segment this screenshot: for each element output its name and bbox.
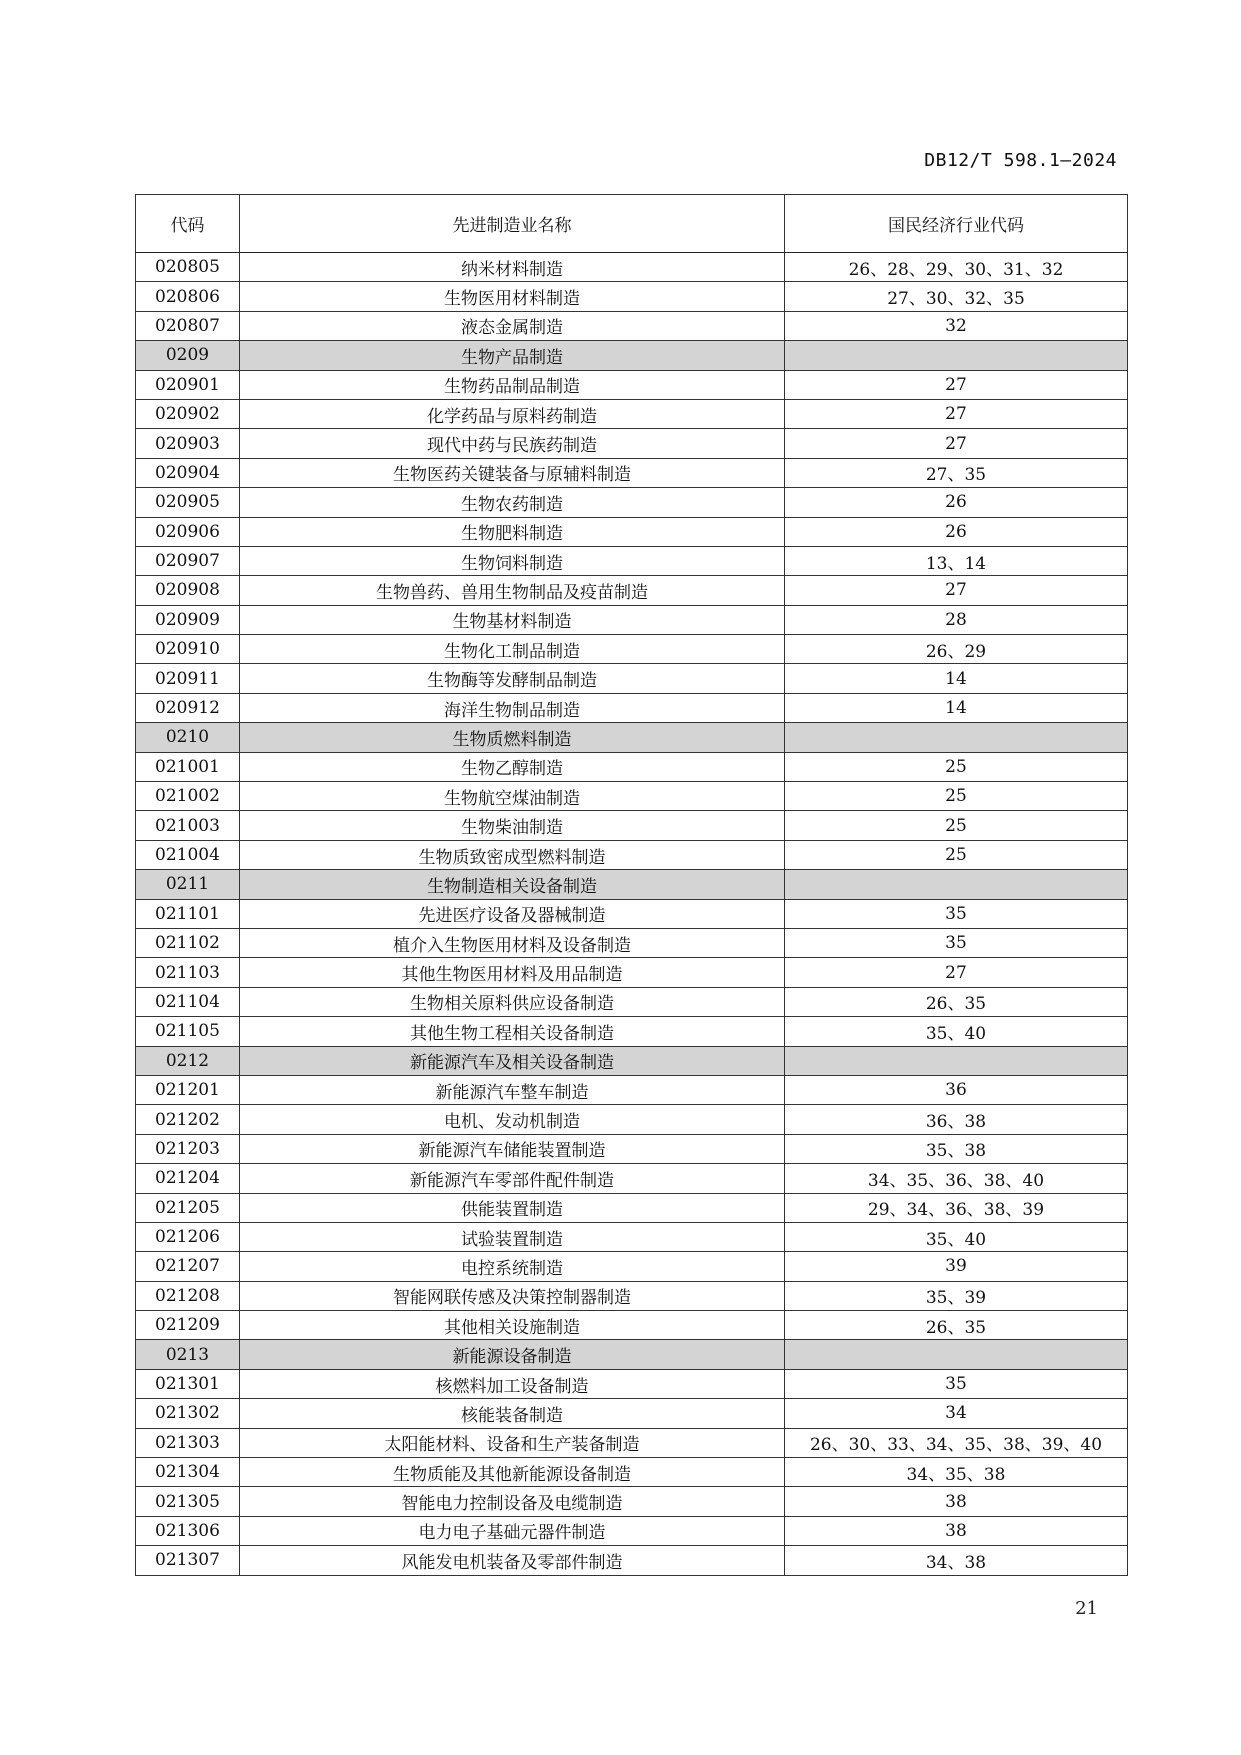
column-header-name: 先进制造业名称	[240, 195, 785, 253]
cell-name: 电机、发动机制造	[240, 1105, 785, 1134]
table-row	[136, 1516, 1128, 1545]
cell-industry-code	[785, 341, 1128, 370]
cell-industry-code: 34、38	[785, 1546, 1128, 1575]
cell-name: 智能电力控制设备及电缆制造	[240, 1487, 785, 1516]
category-group-row	[136, 870, 1128, 899]
cell-code: 021207	[136, 1252, 240, 1281]
cell-name: 生物药品制品制造	[240, 370, 785, 399]
table-row	[136, 840, 1128, 869]
cell-industry-code: 35	[785, 928, 1128, 957]
category-group-row	[136, 1046, 1128, 1075]
cell-name: 生物柴油制造	[240, 811, 785, 840]
column-header-industry-code: 国民经济行业代码	[785, 195, 1128, 253]
cell-industry-code	[785, 1340, 1128, 1369]
cell-name: 液态金属制造	[240, 311, 785, 340]
cell-industry-code: 26	[785, 488, 1128, 517]
cell-industry-code: 35、40	[785, 1017, 1128, 1046]
cell-industry-code: 35、39	[785, 1281, 1128, 1310]
cell-name: 化学药品与原料药制造	[240, 399, 785, 428]
cell-name: 核能装备制造	[240, 1399, 785, 1428]
cell-code: 021105	[136, 1017, 240, 1046]
cell-code: 021204	[136, 1164, 240, 1193]
cell-name: 电控系统制造	[240, 1252, 785, 1281]
cell-industry-code: 26、29	[785, 635, 1128, 664]
page-number: 21	[1075, 1598, 1098, 1619]
cell-code: 021003	[136, 811, 240, 840]
cell-name: 海洋生物制品制造	[240, 693, 785, 722]
cell-name: 先进医疗设备及器械制造	[240, 899, 785, 928]
table-row	[136, 782, 1128, 811]
table-row	[136, 1105, 1128, 1134]
cell-industry-code: 34、35、38	[785, 1458, 1128, 1487]
cell-name: 风能发电机装备及零部件制造	[240, 1546, 785, 1575]
cell-industry-code: 39	[785, 1252, 1128, 1281]
cell-code: 021301	[136, 1369, 240, 1398]
cell-code: 021209	[136, 1311, 240, 1340]
category-group-row	[136, 341, 1128, 370]
cell-code: 020807	[136, 311, 240, 340]
cell-name: 试验装置制造	[240, 1222, 785, 1251]
category-group-row	[136, 723, 1128, 752]
table-row	[136, 1164, 1128, 1193]
cell-code: 021203	[136, 1134, 240, 1163]
cell-name: 其他生物医用材料及用品制造	[240, 958, 785, 987]
cell-industry-code: 38	[785, 1516, 1128, 1545]
table-row	[136, 458, 1128, 487]
cell-code: 021304	[136, 1458, 240, 1487]
cell-code: 020910	[136, 635, 240, 664]
cell-industry-code: 28	[785, 605, 1128, 634]
cell-code: 020909	[136, 605, 240, 634]
cell-name: 新能源设备制造	[240, 1340, 785, 1369]
cell-name: 生物产品制造	[240, 341, 785, 370]
cell-name: 供能装置制造	[240, 1193, 785, 1222]
cell-industry-code: 13、14	[785, 546, 1128, 575]
cell-name: 生物航空煤油制造	[240, 782, 785, 811]
cell-code: 021102	[136, 928, 240, 957]
cell-code: 021201	[136, 1075, 240, 1104]
table-row	[136, 1134, 1128, 1163]
cell-industry-code: 26、30、33、34、35、38、39、40	[785, 1428, 1128, 1457]
cell-name: 生物化工制品制造	[240, 635, 785, 664]
cell-code: 021206	[136, 1222, 240, 1251]
cell-code: 021205	[136, 1193, 240, 1222]
cell-code: 020912	[136, 693, 240, 722]
cell-name: 生物肥料制造	[240, 517, 785, 546]
table-row	[136, 635, 1128, 664]
table-row	[136, 1193, 1128, 1222]
category-group-row	[136, 1340, 1128, 1369]
cell-name: 现代中药与民族药制造	[240, 429, 785, 458]
cell-code: 020906	[136, 517, 240, 546]
cell-industry-code: 25	[785, 752, 1128, 781]
cell-code: 0210	[136, 723, 240, 752]
table-row	[136, 1252, 1128, 1281]
cell-code: 020907	[136, 546, 240, 575]
table-row	[136, 1487, 1128, 1516]
table-row	[136, 987, 1128, 1016]
cell-code: 020902	[136, 399, 240, 428]
cell-code: 021302	[136, 1399, 240, 1428]
cell-industry-code: 26、28、29、30、31、32	[785, 253, 1128, 282]
cell-code: 021202	[136, 1105, 240, 1134]
table-row	[136, 488, 1128, 517]
cell-code: 020901	[136, 370, 240, 399]
table-row	[136, 253, 1128, 282]
industry-code-table	[135, 194, 1128, 1576]
cell-code: 0209	[136, 341, 240, 370]
table-row	[136, 1458, 1128, 1487]
cell-code: 021001	[136, 752, 240, 781]
cell-code: 0212	[136, 1046, 240, 1075]
cell-industry-code: 36	[785, 1075, 1128, 1104]
cell-name: 其他相关设施制造	[240, 1311, 785, 1340]
cell-industry-code: 32	[785, 311, 1128, 340]
table-row	[136, 1546, 1128, 1575]
cell-industry-code: 34	[785, 1399, 1128, 1428]
table-row	[136, 928, 1128, 957]
cell-code: 020806	[136, 282, 240, 311]
table-row	[136, 1399, 1128, 1428]
cell-industry-code: 34、35、36、38、40	[785, 1164, 1128, 1193]
table-row	[136, 1428, 1128, 1457]
cell-name: 生物兽药、兽用生物制品及疫苗制造	[240, 576, 785, 605]
cell-industry-code: 36、38	[785, 1105, 1128, 1134]
cell-code: 021306	[136, 1516, 240, 1545]
cell-name: 新能源汽车储能装置制造	[240, 1134, 785, 1163]
table-row	[136, 1311, 1128, 1340]
cell-name: 生物医药关键装备与原辅料制造	[240, 458, 785, 487]
table-row	[136, 429, 1128, 458]
cell-industry-code: 27、35	[785, 458, 1128, 487]
table-row	[136, 811, 1128, 840]
cell-code: 021208	[136, 1281, 240, 1310]
cell-name: 其他生物工程相关设备制造	[240, 1017, 785, 1046]
table-row	[136, 752, 1128, 781]
table-row	[136, 958, 1128, 987]
table-row	[136, 693, 1128, 722]
cell-name: 新能源汽车零部件配件制造	[240, 1164, 785, 1193]
cell-industry-code: 35、40	[785, 1222, 1128, 1251]
cell-industry-code: 38	[785, 1487, 1128, 1516]
cell-name: 生物质致密成型燃料制造	[240, 840, 785, 869]
cell-code: 0213	[136, 1340, 240, 1369]
table-row	[136, 1369, 1128, 1398]
cell-industry-code: 14	[785, 693, 1128, 722]
cell-code: 021002	[136, 782, 240, 811]
cell-industry-code: 29、34、36、38、39	[785, 1193, 1128, 1222]
cell-code: 020911	[136, 664, 240, 693]
cell-industry-code: 35、38	[785, 1134, 1128, 1163]
cell-industry-code: 26、35	[785, 1311, 1128, 1340]
table-body	[136, 253, 1128, 1576]
cell-name: 生物农药制造	[240, 488, 785, 517]
table-header-row	[136, 195, 1128, 253]
cell-industry-code	[785, 1046, 1128, 1075]
cell-name: 新能源汽车整车制造	[240, 1075, 785, 1104]
table-row	[136, 1222, 1128, 1251]
cell-name: 新能源汽车及相关设备制造	[240, 1046, 785, 1075]
table-row	[136, 664, 1128, 693]
table-row	[136, 399, 1128, 428]
cell-name: 生物酶等发酵制品制造	[240, 664, 785, 693]
cell-industry-code: 35	[785, 899, 1128, 928]
cell-name: 核燃料加工设备制造	[240, 1369, 785, 1398]
cell-name: 智能网联传感及决策控制器制造	[240, 1281, 785, 1310]
cell-industry-code: 25	[785, 811, 1128, 840]
table-row	[136, 605, 1128, 634]
cell-code: 021305	[136, 1487, 240, 1516]
cell-name: 生物质能及其他新能源设备制造	[240, 1458, 785, 1487]
cell-code: 020805	[136, 253, 240, 282]
cell-industry-code: 26、35	[785, 987, 1128, 1016]
cell-code: 021103	[136, 958, 240, 987]
table-row	[136, 1017, 1128, 1046]
cell-name: 生物质燃料制造	[240, 723, 785, 752]
document-standard-id: DB12/T 598.1—2024	[924, 150, 1117, 171]
cell-name: 生物制造相关设备制造	[240, 870, 785, 899]
cell-industry-code: 27	[785, 576, 1128, 605]
table-row	[136, 546, 1128, 575]
table-row	[136, 282, 1128, 311]
cell-code: 0211	[136, 870, 240, 899]
cell-name: 生物饲料制造	[240, 546, 785, 575]
cell-code: 020903	[136, 429, 240, 458]
cell-industry-code: 26	[785, 517, 1128, 546]
cell-name: 生物医用材料制造	[240, 282, 785, 311]
cell-industry-code: 27	[785, 958, 1128, 987]
table-row	[136, 311, 1128, 340]
cell-name: 生物基材料制造	[240, 605, 785, 634]
cell-industry-code	[785, 870, 1128, 899]
cell-name: 生物乙醇制造	[240, 752, 785, 781]
cell-code: 020905	[136, 488, 240, 517]
cell-industry-code: 27	[785, 370, 1128, 399]
cell-code: 021101	[136, 899, 240, 928]
cell-industry-code: 25	[785, 782, 1128, 811]
cell-industry-code: 27	[785, 399, 1128, 428]
cell-code: 021104	[136, 987, 240, 1016]
table-row	[136, 1281, 1128, 1310]
table-row	[136, 1075, 1128, 1104]
cell-industry-code: 27	[785, 429, 1128, 458]
cell-code: 021307	[136, 1546, 240, 1575]
table-row	[136, 899, 1128, 928]
cell-name: 太阳能材料、设备和生产装备制造	[240, 1428, 785, 1457]
cell-industry-code: 25	[785, 840, 1128, 869]
cell-name: 生物相关原料供应设备制造	[240, 987, 785, 1016]
table-row	[136, 370, 1128, 399]
cell-code: 020904	[136, 458, 240, 487]
cell-industry-code	[785, 723, 1128, 752]
cell-code: 021303	[136, 1428, 240, 1457]
table-row	[136, 517, 1128, 546]
cell-name: 电力电子基础元器件制造	[240, 1516, 785, 1545]
cell-code: 021004	[136, 840, 240, 869]
cell-industry-code: 27、30、32、35	[785, 282, 1128, 311]
cell-industry-code: 14	[785, 664, 1128, 693]
cell-code: 020908	[136, 576, 240, 605]
column-header-code: 代码	[136, 195, 240, 253]
table-row	[136, 576, 1128, 605]
cell-name: 植介入生物医用材料及设备制造	[240, 928, 785, 957]
cell-industry-code: 35	[785, 1369, 1128, 1398]
cell-name: 纳米材料制造	[240, 253, 785, 282]
